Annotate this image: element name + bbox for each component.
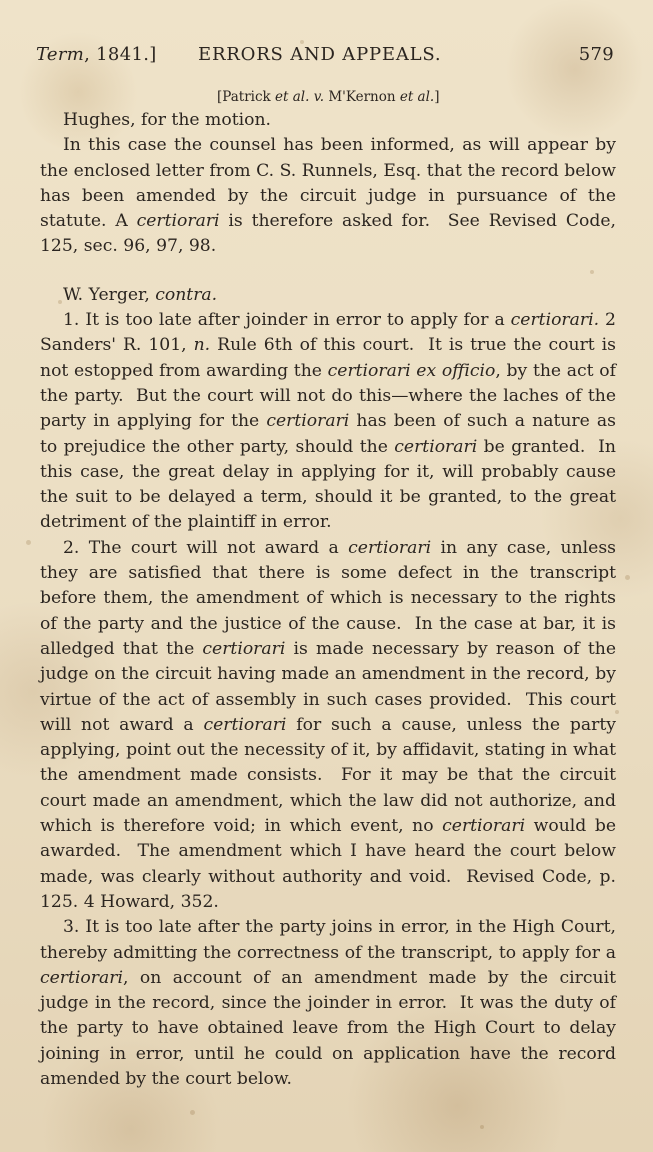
header-term: Term, 1841.]: [36, 44, 157, 65]
foxing-spot: [26, 540, 31, 545]
paragraph-point-2: 2. The court will not award a certiorari in any case, unless they are satisfied that there is some defect in the transcript before them, the amendment of which is necessary to the rights of the party and the justice of the cause. In the case at bar, it is alledged that the certiorari is made necessary by reason of the judge on the circuit having made an amendment in the record, by virtue of the act of assembly in such cases provided. This court will not award a certiorari for such a cause, unless the party applying, point out the necessity of it, by affidavit, stating in what the amendment made consists. For it may be that the circuit court made an amendment, which the law did not authorize, and which is therefore void; in which event, no certiorari would be awarded. The amendment which I have heard the court below made, was clearly without authority and void. Revised Code, p. 125. 4 Howard, 352.: [40, 537, 617, 912]
page-body: [40, 108, 616, 1092]
foxing-spot: [625, 575, 630, 580]
paragraph-point-1: 1. It is too late after joinder in error to apply for a certiorari. 2 Sanders' R. 101, n. Rule 6th of this court. It is true the court is not estopped from awarding the certiorari ex officio, by the act of the party. But the court will not do this—where the laches of the party in applying for the certiorari has been of such a nature as to prejudice the other party, should the certiorari be granted. In this case, the great delay in applying for it, will probably cause the suit to be delayed a term, should it be granted, to the great detriment of the plaintiff in error.: [40, 310, 616, 533]
paragraph-hughes: Hughes, for the motion.: [63, 110, 271, 130]
running-header: [36, 44, 614, 70]
page-number: 579: [578, 44, 614, 65]
header-title: ERRORS AND APPEALS.: [198, 44, 442, 65]
paragraph-motion: In this case the counsel has been informed, as will appear by the enclosed letter from C. S. Runnels, Esq. that the record below has been amended by the circuit judge in pursuance of the statute. A certiorari is therefore asked for. See Revised Code, 125, sec. 96, 97, 98.: [40, 135, 616, 257]
case-caption: [Patrick et al. v. M'Kernon et al.]: [217, 89, 440, 105]
paragraph-gap: [40, 260, 616, 283]
foxing-spot: [480, 1125, 484, 1129]
paragraph-yerger: W. Yerger, contra.: [63, 284, 218, 305]
paragraph-point-3: 3. It is too late after the party joins in error, in the High Court, thereby admitting the correctness of the transcript, to apply for a certiorari, on account of an amendment made by the circuit judge in the record, since the joinder in error. It was the duty of the party to have obtained leave from the High Court to delay joining in error, until he could on application have the record amended by the court below.: [40, 917, 616, 1089]
foxing-spot: [190, 1110, 195, 1115]
